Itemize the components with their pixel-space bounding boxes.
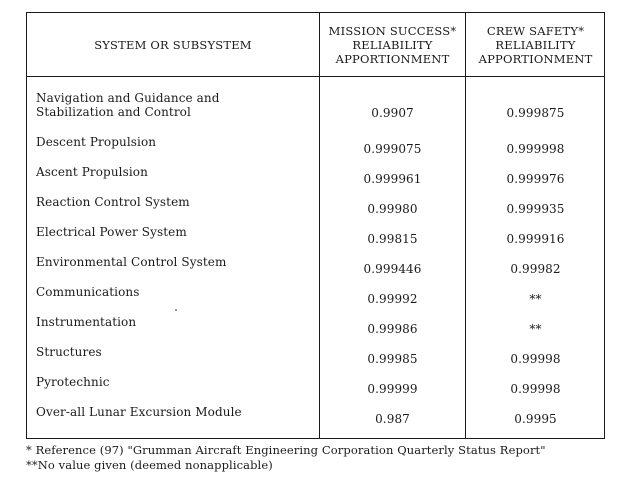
table-row xyxy=(27,251,604,281)
row-system-name: Navigation and Guidance and Stabilization and Control xyxy=(36,91,220,119)
table-row xyxy=(27,281,604,311)
table-row xyxy=(27,87,604,131)
header-crew-line: RELIABILITY xyxy=(495,37,576,52)
row-mission-value: 0.99992 xyxy=(367,292,418,306)
row-crew-value: 0.999935 xyxy=(506,202,565,216)
row-system-name: Ascent Propulsion xyxy=(36,165,148,179)
header-mission-success xyxy=(320,13,465,76)
header-divider xyxy=(27,76,604,77)
scan-speck xyxy=(175,309,177,311)
row-mission-value: 0.9907 xyxy=(371,106,414,120)
row-mission-value: 0.99999 xyxy=(367,382,418,396)
header-crew-safety xyxy=(466,13,605,76)
row-mission-value: 0.99985 xyxy=(367,352,418,366)
row-mission-value: 0.99815 xyxy=(367,232,418,246)
row-system-name: Instrumentation xyxy=(36,315,137,329)
row-crew-value: ** xyxy=(529,292,542,306)
row-system-name: Over-all Lunar Excursion Module xyxy=(36,405,242,419)
header-mission-line: APPORTIONMENT xyxy=(335,51,450,66)
row-crew-value: 0.999875 xyxy=(506,106,565,120)
table-row xyxy=(27,161,604,191)
footnotes xyxy=(26,443,546,473)
table-row xyxy=(27,311,604,341)
row-crew-value: 0.99998 xyxy=(510,352,561,366)
row-crew-value: 0.99998 xyxy=(510,382,561,396)
row-mission-value: 0.99986 xyxy=(367,322,418,336)
header-mission-line: RELIABILITY xyxy=(352,37,433,52)
row-mission-value: 0.987 xyxy=(375,412,410,426)
footnote-nonapplicable: **No value given (deemed nonapplicable) xyxy=(26,458,273,472)
header-crew-line: CREW SAFETY* xyxy=(486,23,585,38)
table-row xyxy=(27,341,604,371)
table-row xyxy=(27,221,604,251)
row-system-name: Environmental Control System xyxy=(36,255,227,269)
row-crew-value: 0.999916 xyxy=(506,232,565,246)
footnote-reference: * Reference (97) "Grumman Aircraft Engineering Corporation Quarterly Status Report" xyxy=(26,443,546,457)
row-mission-value: 0.999075 xyxy=(363,142,422,156)
row-system-name: Communications xyxy=(36,285,140,299)
row-system-name: Structures xyxy=(36,345,102,359)
table-row xyxy=(27,371,604,401)
row-system-name: Pyrotechnic xyxy=(36,375,110,389)
header-system xyxy=(27,13,319,76)
header-system-label: SYSTEM OR SUBSYSTEM xyxy=(94,37,252,52)
row-crew-value: 0.999976 xyxy=(506,172,565,186)
row-mission-value: 0.999446 xyxy=(363,262,422,276)
row-mission-value: 0.99980 xyxy=(367,202,418,216)
row-crew-value: ** xyxy=(529,322,542,336)
reliability-table xyxy=(26,12,605,439)
header-mission-line: MISSION SUCCESS* xyxy=(328,23,457,38)
row-system-name: Reaction Control System xyxy=(36,195,190,209)
row-crew-value: 0.999998 xyxy=(506,142,565,156)
table-row xyxy=(27,191,604,221)
table-body xyxy=(27,87,604,431)
table-row xyxy=(27,401,604,431)
row-system-name: Electrical Power System xyxy=(36,225,187,239)
header-crew-line: APPORTIONMENT xyxy=(478,51,593,66)
row-system-name: Descent Propulsion xyxy=(36,135,157,149)
row-mission-value: 0.999961 xyxy=(363,172,422,186)
table-row xyxy=(27,131,604,161)
row-crew-value: 0.9995 xyxy=(514,412,557,426)
row-crew-value: 0.99982 xyxy=(510,262,561,276)
